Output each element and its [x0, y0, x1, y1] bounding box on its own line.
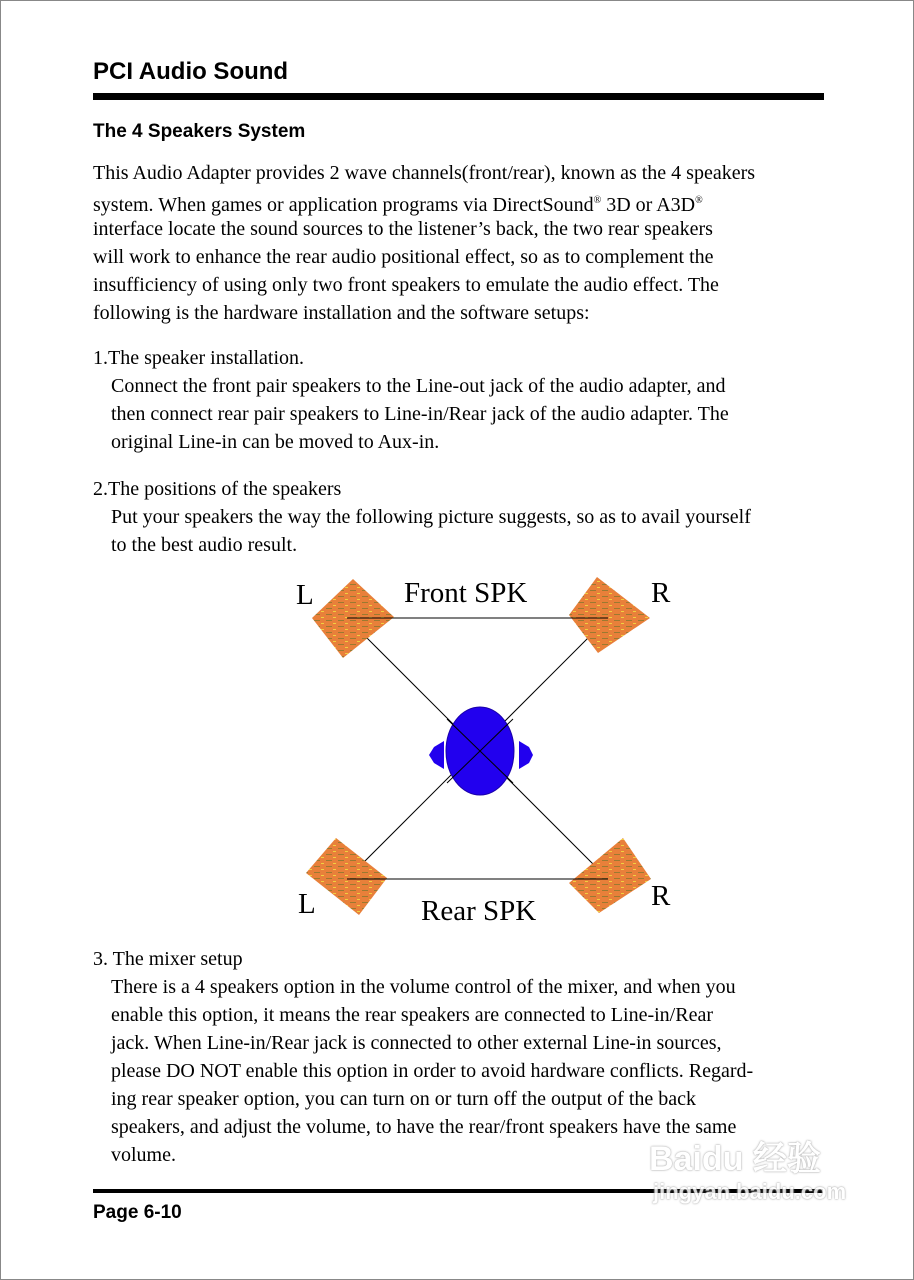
intro-line: system. When games or application programs via DirectSound® 3D or A3D® — [93, 194, 703, 216]
section-title: The 4 Speakers System — [93, 121, 306, 142]
step1-title: 1.The speaker installation. — [93, 347, 305, 369]
watermark: Baidu 经验 jingyan.baidu.com — [649, 1140, 847, 1204]
front-right-speaker — [569, 577, 650, 653]
left-ear — [429, 741, 444, 769]
step3-line: volume. — [111, 1144, 176, 1166]
rear-spk-label: Rear SPK — [421, 895, 537, 927]
step2-title: 2.The positions of the speakers — [93, 478, 342, 500]
front-right-label: R — [651, 577, 671, 609]
step3-line: please DO NOT enable this option in order to avoid hardware conflicts. Regard- — [111, 1060, 754, 1082]
step2-line: Put your speakers the way the following picture suggests, so as to avail yourself — [111, 506, 751, 528]
front-left-label: L — [296, 579, 314, 611]
step3-line: There is a 4 speakers option in the volume control of the mixer, and when you — [111, 976, 736, 998]
intro-line: interface locate the sound sources to the listener’s back, the two rear speakers — [93, 218, 713, 240]
step1-line: then connect rear pair speakers to Line-in/Rear jack of the audio adapter. The — [111, 403, 729, 425]
step3-line: jack. When Line-in/Rear jack is connected to other external Line-in sources, — [111, 1032, 722, 1054]
intro-line: insufficiency of using only two front speakers to emulate the audio effect. The — [93, 274, 719, 296]
step3-line: ing rear speaker option, you can turn on or turn off the output of the back — [111, 1088, 697, 1110]
step3-line: enable this option, it means the rear speakers are connected to Line-in/Rear — [111, 1004, 713, 1026]
front-spk-label: Front SPK — [404, 577, 528, 609]
rear-left-label: L — [298, 888, 316, 920]
intro-line: will work to enhance the rear audio positional effect, so as to complement the — [93, 246, 714, 268]
rear-right-speaker — [569, 838, 651, 913]
step1-line: Connect the front pair speakers to the Line-out jack of the audio adapter, and — [111, 375, 726, 397]
rear-left-speaker — [306, 838, 387, 915]
intro-line: following is the hardware installation and the software setups: — [93, 302, 590, 324]
header-title: PCI Audio Sound — [93, 58, 289, 85]
step2-line: to the best audio result. — [111, 534, 298, 556]
step3-line: speakers, and adjust the volume, to have the rear/front speakers have the same — [111, 1116, 737, 1138]
intro-line: This Audio Adapter provides 2 wave channels(front/rear), known as the 4 speakers — [93, 162, 756, 184]
rear-right-label: R — [651, 880, 671, 912]
step1-line: original Line-in can be moved to Aux-in. — [111, 431, 440, 453]
page-number: Page 6-10 — [93, 1202, 182, 1223]
right-ear — [519, 741, 533, 769]
step3-title: 3. The mixer setup — [93, 948, 243, 970]
